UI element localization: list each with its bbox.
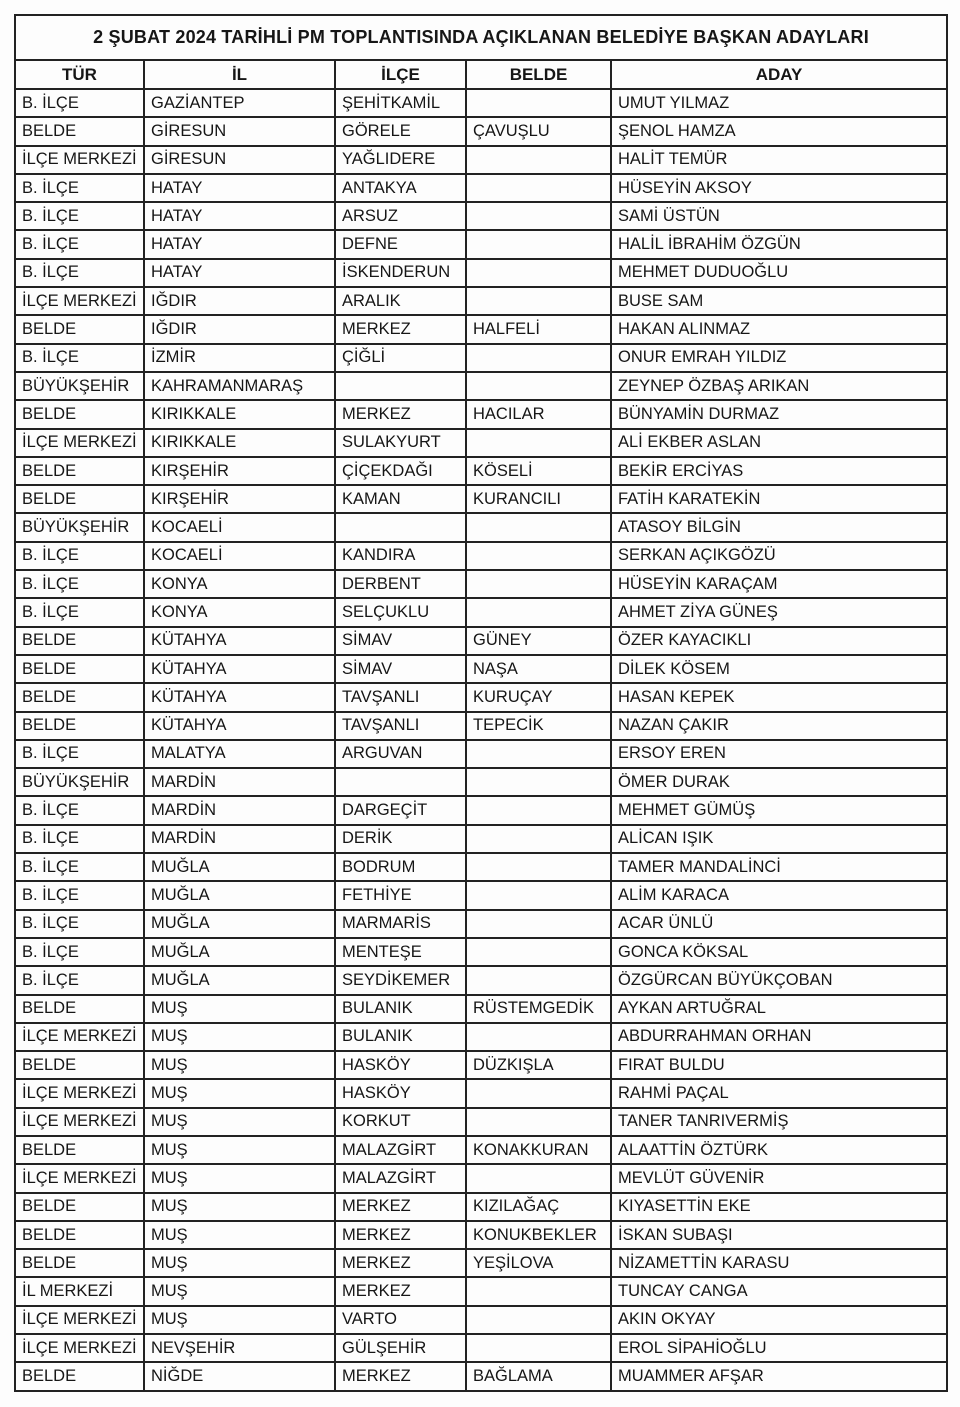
cell-tur: BELDE xyxy=(15,315,144,343)
cell-aday: HALİT TEMÜR xyxy=(611,146,947,174)
cell-belde xyxy=(466,1164,611,1192)
cell-aday: HÜSEYİN KARAÇAM xyxy=(611,570,947,598)
cell-tur: B. İLÇE xyxy=(15,740,144,768)
table-row xyxy=(15,287,947,315)
cell-ilce: SEYDİKEMER xyxy=(335,966,466,994)
cell-il: MUŞ xyxy=(144,1221,335,1249)
cell-il: HATAY xyxy=(144,202,335,230)
cell-il: MUĞLA xyxy=(144,966,335,994)
cell-il: KOCAELİ xyxy=(144,542,335,570)
candidates-table xyxy=(14,14,948,1392)
cell-il: MUŞ xyxy=(144,1193,335,1221)
cell-belde: KURUÇAY xyxy=(466,683,611,711)
table-row xyxy=(15,315,947,343)
cell-aday: ÖZER KAYACIKLI xyxy=(611,627,947,655)
cell-aday: ATASOY BİLGİN xyxy=(611,513,947,541)
cell-aday: ACAR ÜNLÜ xyxy=(611,910,947,938)
cell-aday: ÖMER DURAK xyxy=(611,768,947,796)
cell-belde: KONAKKURAN xyxy=(466,1136,611,1164)
cell-aday: EROL SİPAHİOĞLU xyxy=(611,1334,947,1362)
cell-il: MUŞ xyxy=(144,1023,335,1051)
cell-belde: KONUKBEKLER xyxy=(466,1221,611,1249)
cell-aday: GONCA KÖKSAL xyxy=(611,938,947,966)
cell-ilce: DERİK xyxy=(335,825,466,853)
cell-tur: B. İLÇE xyxy=(15,344,144,372)
cell-aday: RAHMİ PAÇAL xyxy=(611,1079,947,1107)
table-row xyxy=(15,1108,947,1136)
cell-ilce: MERKEZ xyxy=(335,1193,466,1221)
cell-tur: BELDE xyxy=(15,1193,144,1221)
cell-aday: NAZAN ÇAKIR xyxy=(611,712,947,740)
cell-tur: B. İLÇE xyxy=(15,230,144,258)
cell-ilce: MENTEŞE xyxy=(335,938,466,966)
cell-il: KIRŞEHİR xyxy=(144,485,335,513)
cell-belde: KÖSELİ xyxy=(466,457,611,485)
cell-belde: BAĞLAMA xyxy=(466,1362,611,1390)
cell-aday: NİZAMETTİN KARASU xyxy=(611,1249,947,1277)
cell-tur: B. İLÇE xyxy=(15,570,144,598)
cell-ilce: MERKEZ xyxy=(335,1221,466,1249)
cell-tur: BELDE xyxy=(15,712,144,740)
table-row xyxy=(15,542,947,570)
cell-il: İZMİR xyxy=(144,344,335,372)
cell-il: HATAY xyxy=(144,174,335,202)
cell-ilce: SİMAV xyxy=(335,627,466,655)
cell-aday: FATİH KARATEKİN xyxy=(611,485,947,513)
cell-tur: B. İLÇE xyxy=(15,174,144,202)
cell-aday: ÖZGÜRCAN BÜYÜKÇOBAN xyxy=(611,966,947,994)
cell-il: MALATYA xyxy=(144,740,335,768)
cell-belde: HACILAR xyxy=(466,400,611,428)
cell-aday: AKIN OKYAY xyxy=(611,1306,947,1334)
cell-ilce: ÇİĞLİ xyxy=(335,344,466,372)
cell-il: GİRESUN xyxy=(144,146,335,174)
cell-aday: HÜSEYİN AKSOY xyxy=(611,174,947,202)
cell-il: NEVŞEHİR xyxy=(144,1334,335,1362)
cell-ilce: SİMAV xyxy=(335,655,466,683)
cell-belde xyxy=(466,768,611,796)
cell-il: KIRIKKALE xyxy=(144,429,335,457)
cell-tur: BELDE xyxy=(15,995,144,1023)
cell-ilce: GÖRELE xyxy=(335,117,466,145)
cell-aday: SAMİ ÜSTÜN xyxy=(611,202,947,230)
cell-tur: BELDE xyxy=(15,655,144,683)
table-row xyxy=(15,344,947,372)
cell-tur: B. İLÇE xyxy=(15,966,144,994)
cell-aday: MEVLÜT GÜVENİR xyxy=(611,1164,947,1192)
cell-aday: UMUT YILMAZ xyxy=(611,89,947,117)
cell-aday: FIRAT BULDU xyxy=(611,1051,947,1079)
table-row xyxy=(15,1136,947,1164)
table-row xyxy=(15,230,947,258)
page-title: 2 ŞUBAT 2024 TARİHLİ PM TOPLANTISINDA AÇIKLANAN BELEDİYE BAŞKAN ADAYLARI xyxy=(15,15,947,60)
table-row xyxy=(15,966,947,994)
table-row xyxy=(15,796,947,824)
cell-belde xyxy=(466,1306,611,1334)
cell-il: IĞDIR xyxy=(144,315,335,343)
table-row xyxy=(15,1164,947,1192)
cell-ilce xyxy=(335,768,466,796)
cell-ilce: MARMARİS xyxy=(335,910,466,938)
cell-tur: BELDE xyxy=(15,627,144,655)
cell-belde: GÜNEY xyxy=(466,627,611,655)
table-row xyxy=(15,117,947,145)
table-row xyxy=(15,1023,947,1051)
cell-ilce: DERBENT xyxy=(335,570,466,598)
cell-ilce: YAĞLIDERE xyxy=(335,146,466,174)
cell-belde xyxy=(466,966,611,994)
table-row xyxy=(15,429,947,457)
cell-il: NİĞDE xyxy=(144,1362,335,1390)
cell-il: KONYA xyxy=(144,598,335,626)
cell-ilce: MERKEZ xyxy=(335,1249,466,1277)
cell-aday: HASAN KEPEK xyxy=(611,683,947,711)
cell-belde xyxy=(466,1108,611,1136)
cell-ilce: ARALIK xyxy=(335,287,466,315)
table-row xyxy=(15,513,947,541)
cell-aday: TANER TANRIVERMİŞ xyxy=(611,1108,947,1136)
cell-aday: MEHMET GÜMÜŞ xyxy=(611,796,947,824)
table-row xyxy=(15,1193,947,1221)
cell-tur: BELDE xyxy=(15,117,144,145)
cell-tur: B. İLÇE xyxy=(15,881,144,909)
cell-belde: NAŞA xyxy=(466,655,611,683)
cell-belde: YEŞİLOVA xyxy=(466,1249,611,1277)
cell-tur: BELDE xyxy=(15,1221,144,1249)
cell-ilce: ARSUZ xyxy=(335,202,466,230)
cell-il: KÜTAHYA xyxy=(144,627,335,655)
cell-aday: AHMET ZİYA GÜNEŞ xyxy=(611,598,947,626)
table-row xyxy=(15,683,947,711)
cell-ilce: İSKENDERUN xyxy=(335,259,466,287)
cell-belde xyxy=(466,938,611,966)
cell-belde xyxy=(466,570,611,598)
cell-tur: B. İLÇE xyxy=(15,542,144,570)
table-row xyxy=(15,825,947,853)
cell-ilce: ŞEHİTKAMİL xyxy=(335,89,466,117)
cell-il: MARDİN xyxy=(144,796,335,824)
cell-ilce: TAVŞANLI xyxy=(335,712,466,740)
cell-belde xyxy=(466,259,611,287)
table-row xyxy=(15,712,947,740)
column-header-tur: TÜR xyxy=(15,60,144,89)
cell-ilce: HASKÖY xyxy=(335,1079,466,1107)
table-row xyxy=(15,1079,947,1107)
cell-belde xyxy=(466,1334,611,1362)
cell-belde xyxy=(466,881,611,909)
cell-aday: ALİCAN IŞIK xyxy=(611,825,947,853)
table-row xyxy=(15,1277,947,1305)
cell-ilce: TAVŞANLI xyxy=(335,683,466,711)
cell-aday: SERKAN AÇIKGÖZÜ xyxy=(611,542,947,570)
table-row xyxy=(15,1362,947,1390)
cell-il: MUĞLA xyxy=(144,938,335,966)
cell-ilce: MERKEZ xyxy=(335,1362,466,1390)
cell-belde: DÜZKIŞLA xyxy=(466,1051,611,1079)
cell-tur: BELDE xyxy=(15,457,144,485)
table-row xyxy=(15,1306,947,1334)
cell-belde: TEPECİK xyxy=(466,712,611,740)
cell-tur: İLÇE MERKEZİ xyxy=(15,1079,144,1107)
cell-aday: ALİ EKBER ASLAN xyxy=(611,429,947,457)
table-row xyxy=(15,995,947,1023)
table-row xyxy=(15,372,947,400)
cell-il: MARDİN xyxy=(144,768,335,796)
cell-il: MUŞ xyxy=(144,995,335,1023)
table-row xyxy=(15,740,947,768)
cell-aday: HALİL İBRAHİM ÖZGÜN xyxy=(611,230,947,258)
column-header-il: İL xyxy=(144,60,335,89)
cell-il: MUŞ xyxy=(144,1051,335,1079)
cell-ilce: MALAZGİRT xyxy=(335,1164,466,1192)
cell-tur: B. İLÇE xyxy=(15,89,144,117)
cell-tur: B. İLÇE xyxy=(15,853,144,881)
column-header-ilce: İLÇE xyxy=(335,60,466,89)
cell-aday: ONUR EMRAH YILDIZ xyxy=(611,344,947,372)
cell-tur: BELDE xyxy=(15,1362,144,1390)
cell-aday: BEKİR ERCİYAS xyxy=(611,457,947,485)
cell-il: KÜTAHYA xyxy=(144,683,335,711)
cell-ilce: KANDIRA xyxy=(335,542,466,570)
cell-ilce: ARGUVAN xyxy=(335,740,466,768)
cell-tur: İLÇE MERKEZİ xyxy=(15,287,144,315)
cell-il: MUŞ xyxy=(144,1136,335,1164)
cell-aday: ALAATTİN ÖZTÜRK xyxy=(611,1136,947,1164)
table-row xyxy=(15,627,947,655)
cell-aday: ABDURRAHMAN ORHAN xyxy=(611,1023,947,1051)
cell-il: KIRŞEHİR xyxy=(144,457,335,485)
cell-tur: İLÇE MERKEZİ xyxy=(15,429,144,457)
cell-il: MUĞLA xyxy=(144,881,335,909)
cell-ilce: BULANIK xyxy=(335,1023,466,1051)
table-row xyxy=(15,1334,947,1362)
cell-belde xyxy=(466,513,611,541)
table-body xyxy=(15,89,947,1391)
cell-aday: BUSE SAM xyxy=(611,287,947,315)
table-row xyxy=(15,457,947,485)
cell-il: MARDİN xyxy=(144,825,335,853)
cell-belde: KURANCILI xyxy=(466,485,611,513)
cell-tur: İLÇE MERKEZİ xyxy=(15,1334,144,1362)
cell-ilce: VARTO xyxy=(335,1306,466,1334)
cell-belde xyxy=(466,174,611,202)
cell-tur: BÜYÜKŞEHİR xyxy=(15,768,144,796)
table-row xyxy=(15,174,947,202)
cell-tur: BELDE xyxy=(15,400,144,428)
table-row xyxy=(15,938,947,966)
cell-il: GİRESUN xyxy=(144,117,335,145)
cell-belde xyxy=(466,372,611,400)
cell-il: KOCAELİ xyxy=(144,513,335,541)
cell-tur: BÜYÜKŞEHİR xyxy=(15,372,144,400)
cell-aday: TUNCAY CANGA xyxy=(611,1277,947,1305)
cell-aday: AYKAN ARTUĞRAL xyxy=(611,995,947,1023)
cell-belde xyxy=(466,598,611,626)
cell-ilce: BODRUM xyxy=(335,853,466,881)
cell-tur: İLÇE MERKEZİ xyxy=(15,1306,144,1334)
cell-belde: KIZILAĞAÇ xyxy=(466,1193,611,1221)
table-row xyxy=(15,1051,947,1079)
cell-tur: BÜYÜKŞEHİR xyxy=(15,513,144,541)
cell-il: MUŞ xyxy=(144,1108,335,1136)
table-row xyxy=(15,598,947,626)
table-row xyxy=(15,853,947,881)
cell-ilce xyxy=(335,513,466,541)
cell-il: KIRIKKALE xyxy=(144,400,335,428)
cell-aday: MEHMET DUDUOĞLU xyxy=(611,259,947,287)
table-row xyxy=(15,259,947,287)
cell-belde xyxy=(466,740,611,768)
cell-ilce: MERKEZ xyxy=(335,400,466,428)
cell-ilce: GÜLŞEHİR xyxy=(335,1334,466,1362)
cell-tur: BELDE xyxy=(15,1136,144,1164)
cell-ilce: SULAKYURT xyxy=(335,429,466,457)
cell-belde xyxy=(466,89,611,117)
cell-aday: İSKAN SUBAŞI xyxy=(611,1221,947,1249)
cell-il: MUŞ xyxy=(144,1164,335,1192)
table-row xyxy=(15,910,947,938)
table-row xyxy=(15,1249,947,1277)
cell-tur: B. İLÇE xyxy=(15,910,144,938)
cell-il: GAZİANTEP xyxy=(144,89,335,117)
cell-aday: ERSOY EREN xyxy=(611,740,947,768)
cell-belde xyxy=(466,910,611,938)
cell-belde xyxy=(466,230,611,258)
cell-aday: DİLEK KÖSEM xyxy=(611,655,947,683)
table-row xyxy=(15,89,947,117)
cell-il: KONYA xyxy=(144,570,335,598)
cell-aday: MUAMMER AFŞAR xyxy=(611,1362,947,1390)
table-row xyxy=(15,881,947,909)
cell-ilce: ANTAKYA xyxy=(335,174,466,202)
cell-il: MUŞ xyxy=(144,1249,335,1277)
cell-belde xyxy=(466,146,611,174)
table-row xyxy=(15,768,947,796)
cell-il: HATAY xyxy=(144,230,335,258)
cell-ilce: ÇİÇEKDAĞI xyxy=(335,457,466,485)
cell-tur: B. İLÇE xyxy=(15,825,144,853)
cell-ilce: KAMAN xyxy=(335,485,466,513)
cell-ilce: HASKÖY xyxy=(335,1051,466,1079)
cell-aday: BÜNYAMİN DURMAZ xyxy=(611,400,947,428)
table-header-row xyxy=(15,60,947,89)
cell-il: MUĞLA xyxy=(144,853,335,881)
cell-belde xyxy=(466,202,611,230)
cell-tur: BELDE xyxy=(15,1249,144,1277)
cell-tur: B. İLÇE xyxy=(15,259,144,287)
cell-tur: İL MERKEZİ xyxy=(15,1277,144,1305)
cell-aday: ZEYNEP ÖZBAŞ ARIKAN xyxy=(611,372,947,400)
cell-tur: İLÇE MERKEZİ xyxy=(15,1108,144,1136)
cell-belde xyxy=(466,429,611,457)
cell-ilce: KORKUT xyxy=(335,1108,466,1136)
cell-belde: HALFELİ xyxy=(466,315,611,343)
cell-tur: BELDE xyxy=(15,485,144,513)
column-header-aday: ADAY xyxy=(611,60,947,89)
cell-ilce: MALAZGİRT xyxy=(335,1136,466,1164)
cell-ilce: FETHİYE xyxy=(335,881,466,909)
cell-ilce: SELÇUKLU xyxy=(335,598,466,626)
cell-aday: KIYASETTİN EKE xyxy=(611,1193,947,1221)
cell-belde xyxy=(466,825,611,853)
cell-aday: TAMER MANDALİNCİ xyxy=(611,853,947,881)
cell-tur: İLÇE MERKEZİ xyxy=(15,146,144,174)
table-row xyxy=(15,146,947,174)
table-row xyxy=(15,1221,947,1249)
table-row xyxy=(15,655,947,683)
cell-tur: BELDE xyxy=(15,1051,144,1079)
cell-belde: RÜSTEMGEDİK xyxy=(466,995,611,1023)
table-row xyxy=(15,570,947,598)
column-header-belde: BELDE xyxy=(466,60,611,89)
cell-belde xyxy=(466,1023,611,1051)
cell-belde xyxy=(466,796,611,824)
cell-tur: İLÇE MERKEZİ xyxy=(15,1164,144,1192)
cell-il: KAHRAMANMARAŞ xyxy=(144,372,335,400)
cell-belde xyxy=(466,542,611,570)
cell-belde xyxy=(466,853,611,881)
cell-tur: B. İLÇE xyxy=(15,598,144,626)
cell-belde xyxy=(466,287,611,315)
cell-tur: B. İLÇE xyxy=(15,202,144,230)
cell-il: IĞDIR xyxy=(144,287,335,315)
cell-ilce xyxy=(335,372,466,400)
cell-il: MUĞLA xyxy=(144,910,335,938)
cell-il: HATAY xyxy=(144,259,335,287)
cell-il: KÜTAHYA xyxy=(144,712,335,740)
cell-belde: ÇAVUŞLU xyxy=(466,117,611,145)
cell-belde xyxy=(466,1277,611,1305)
cell-aday: HAKAN ALINMAZ xyxy=(611,315,947,343)
cell-ilce: DARGEÇİT xyxy=(335,796,466,824)
cell-ilce: DEFNE xyxy=(335,230,466,258)
cell-ilce: MERKEZ xyxy=(335,1277,466,1305)
cell-aday: ŞENOL HAMZA xyxy=(611,117,947,145)
cell-tur: İLÇE MERKEZİ xyxy=(15,1023,144,1051)
cell-belde xyxy=(466,1079,611,1107)
table-title-row xyxy=(15,15,947,60)
table-row xyxy=(15,202,947,230)
cell-il: MUŞ xyxy=(144,1306,335,1334)
table-row xyxy=(15,485,947,513)
cell-tur: BELDE xyxy=(15,683,144,711)
cell-tur: B. İLÇE xyxy=(15,796,144,824)
cell-belde xyxy=(466,344,611,372)
cell-ilce: MERKEZ xyxy=(335,315,466,343)
cell-ilce: BULANIK xyxy=(335,995,466,1023)
table-row xyxy=(15,400,947,428)
cell-il: KÜTAHYA xyxy=(144,655,335,683)
cell-tur: B. İLÇE xyxy=(15,938,144,966)
cell-aday: ALİM KARACA xyxy=(611,881,947,909)
cell-il: MUŞ xyxy=(144,1277,335,1305)
cell-il: MUŞ xyxy=(144,1079,335,1107)
